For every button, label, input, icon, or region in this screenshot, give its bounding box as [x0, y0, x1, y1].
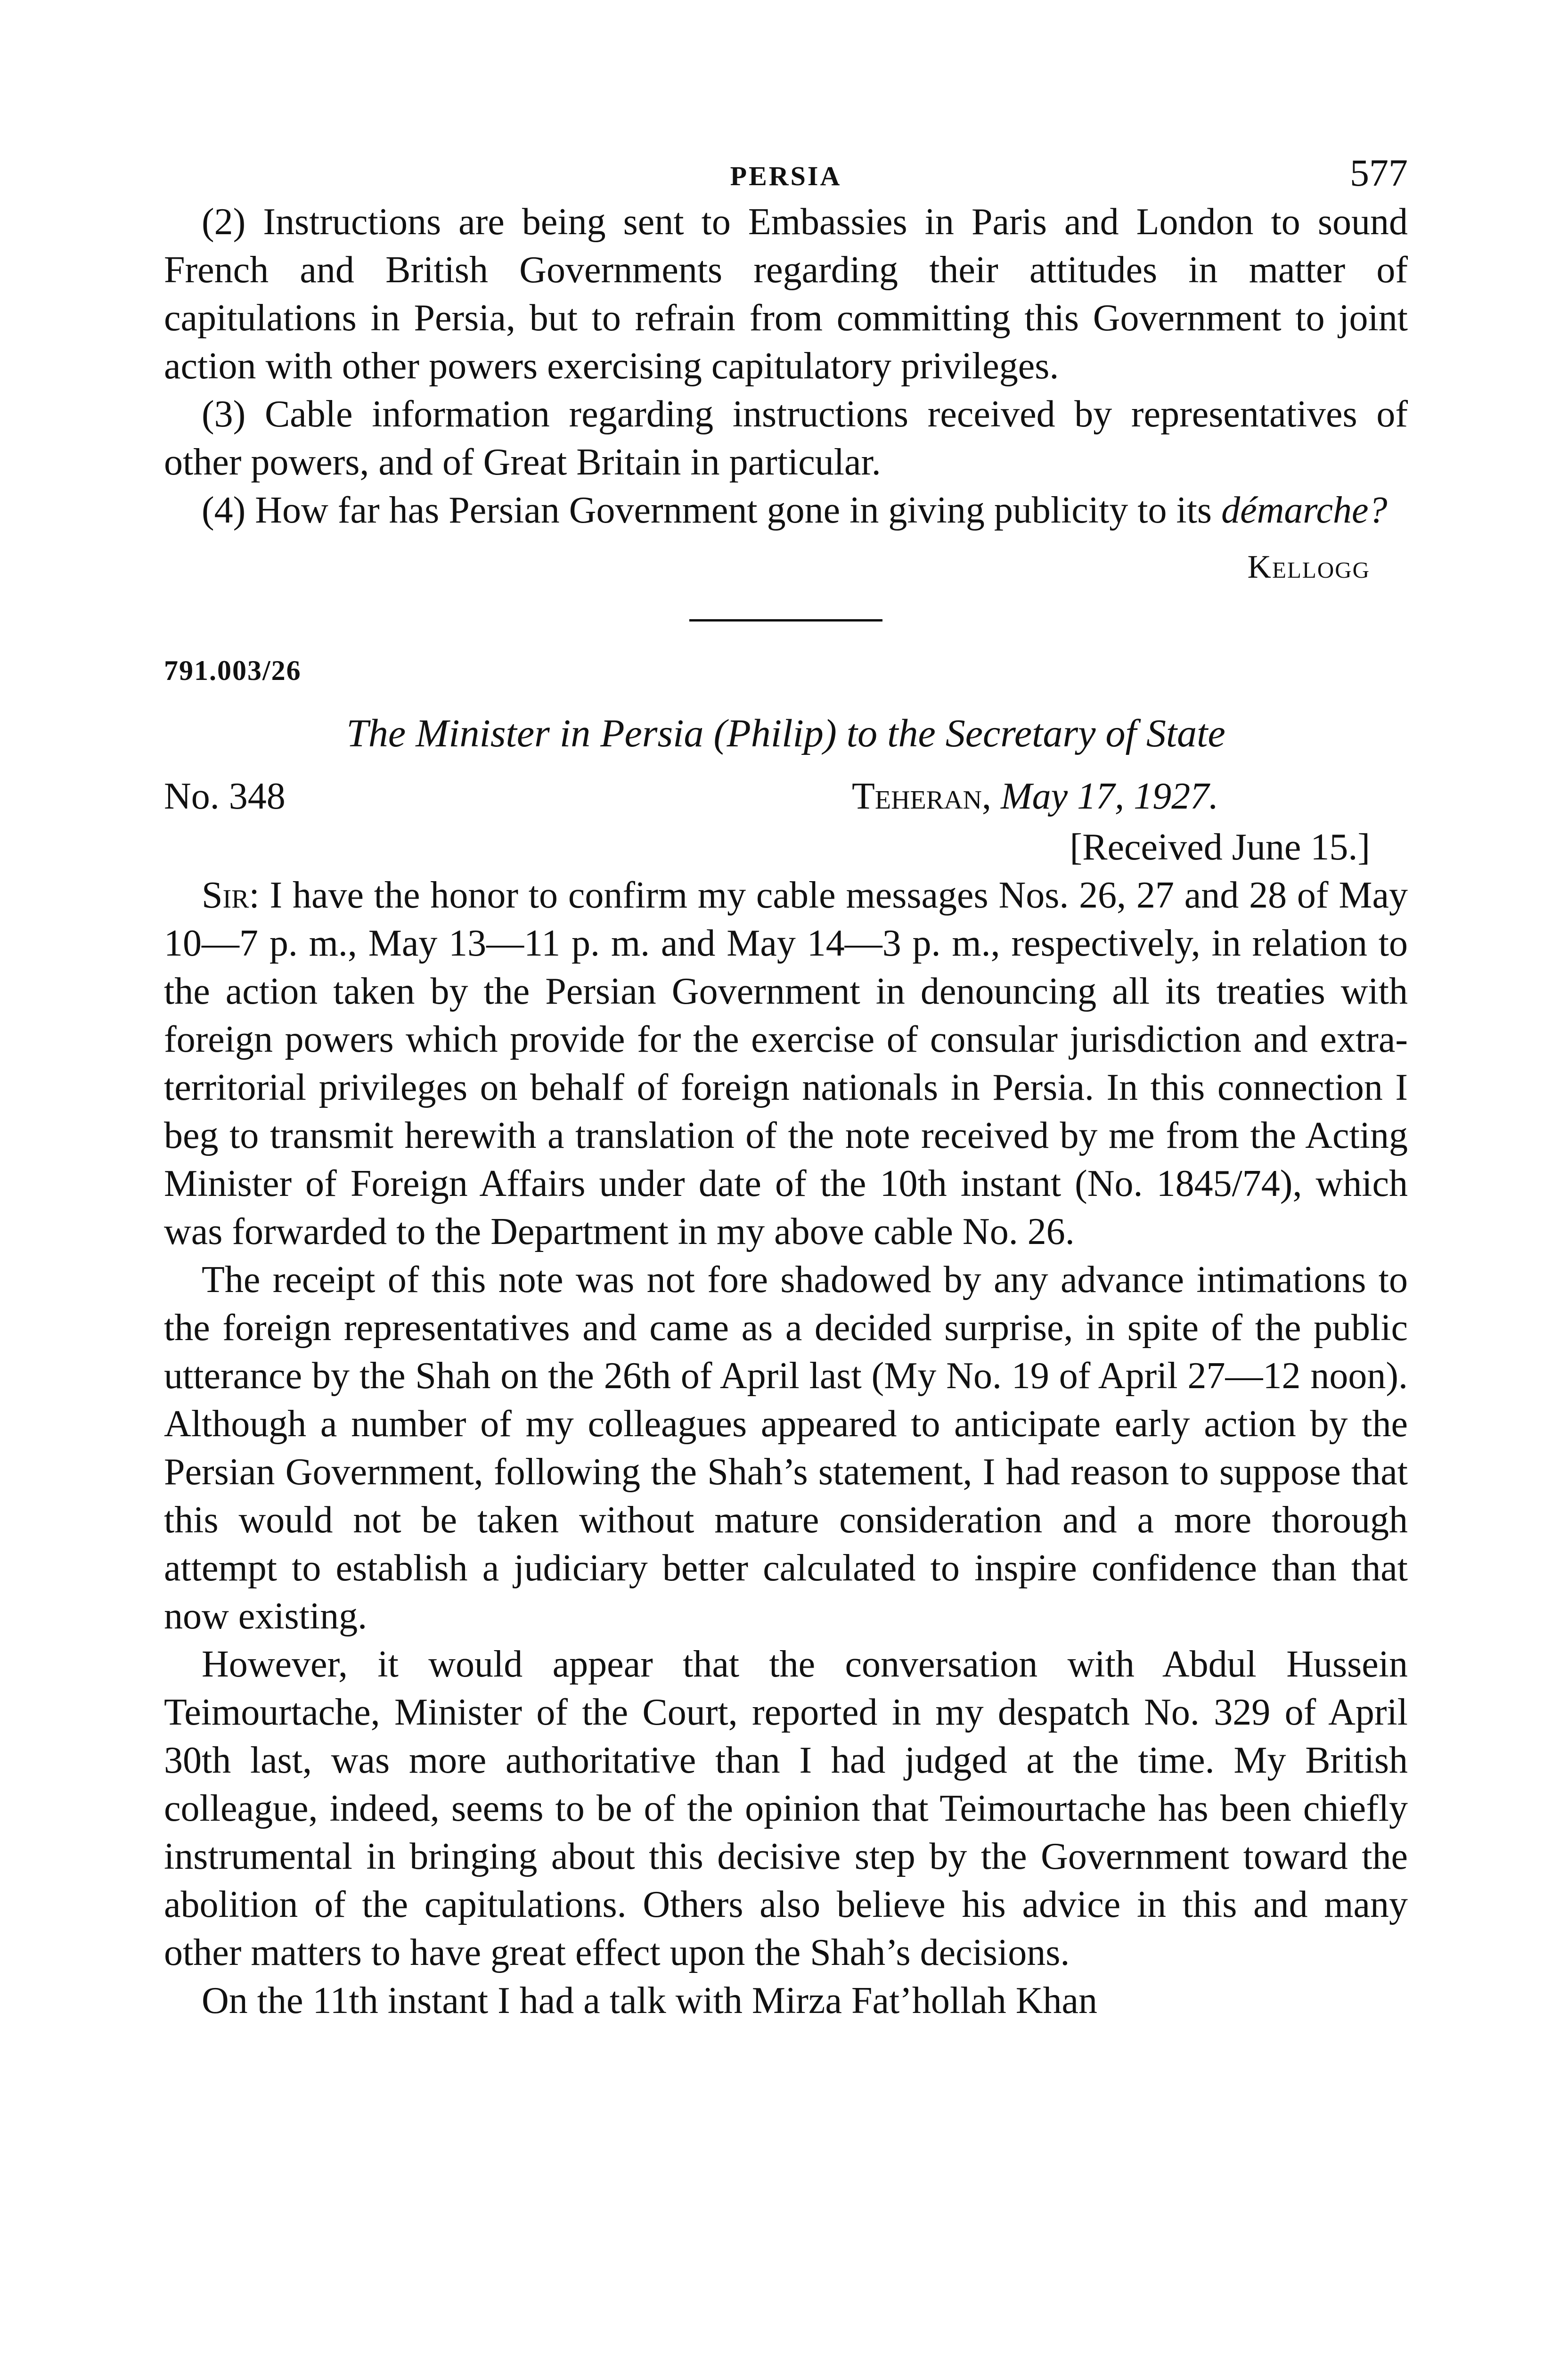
- document-heading: The Minister in Persia (Philip) to the Secretary of State: [346, 712, 1225, 755]
- signature: Kellogg: [1247, 549, 1370, 585]
- page-number: 577: [1350, 151, 1408, 194]
- date: May 17, 1927.: [1000, 776, 1219, 817]
- telegram-paragraph-3: (3) Cable information regarding instructions received by representatives of other powers, and of Great Britain in particular.: [164, 393, 1408, 483]
- demarche-word: démarche?: [1221, 490, 1388, 531]
- file-number: 791.003/26: [164, 655, 302, 686]
- received-date: [Received June 15.]: [1070, 826, 1370, 868]
- section-divider: [689, 619, 882, 622]
- running-head: [164, 141, 1408, 198]
- despatch-paragraph-1: [164, 871, 1408, 1256]
- telegram-paragraph-2: (2) Instructions are being sent to Embassies in Paris and London to sound French and British Governments regarding their attitudes in matter of capitulations in Persia, but to refrain from committing this Government to joint action with other powers exercising capitulatory privileges.: [164, 201, 1408, 387]
- page: [164, 141, 1408, 2025]
- despatch-number: No. 348: [164, 776, 286, 817]
- despatch-paragraph-2: The receipt of this note was not fore shadowed by any advance intimations to the foreign representatives and came as a decided surprise, in spite of the public utterance by the Shah on the 26th of April last (My No. 19 of April 27—12 noon). Although a number of my colleagues appeared to anticipate early action by the Persian Government, following the Shah’s statement, I had reason to suppose that this would not be taken without mature consideration and a more thorough attempt to establish a judiciary better calculated to inspire confidence than that now existing.: [164, 1259, 1408, 1637]
- telegram-body: [164, 198, 1408, 534]
- place: Teheran,: [852, 776, 991, 817]
- despatch-paragraph-1-text: I have the honor to confirm my cable messages Nos. 26, 27 and 28 of May 10—7 p. m., May 13—11 p. m. and May 14—3 p. m., respectively, in relation to the action taken by the Persian Government in denouncing all its treaties with foreign powers which provide for the exercise of consular jurisdiction and extra-territorial privileges on behalf of foreign nationals in Persia. In this connection I beg to transmit herewith a translation of the note received by me from the Acting Minister of Foreign Affairs under date of the 10th instant (No. 1845/74), which was forwarded to the Department in my above cable No. 26.: [164, 875, 1408, 1252]
- place-date: [852, 775, 1218, 818]
- despatch-paragraph-3: However, it would appear that the conversation with Abdul Hussein Teimourtache, Minister of the Court, reported in my despatch No. 329 of April 30th last, was more authoritative than I had judged at the time. My British colleague, indeed, seems to be of the opinion that Teimourtache has been chiefly instrumental in bringing about this decisive step by the Government toward the abolition of the capitulations. Others also believe his advice in this and many other matters to have great effect upon the Shah’s decisions.: [164, 1644, 1408, 1973]
- running-title: PERSIA: [730, 161, 842, 191]
- salutation: Sir:: [202, 875, 260, 916]
- telegram-paragraph-4: [164, 486, 1408, 534]
- despatch-body: [164, 871, 1408, 2025]
- dateline: [164, 775, 1408, 827]
- telegram-paragraph-4-text: (4) How far has Persian Government gone in giving publicity to its: [202, 490, 1222, 531]
- despatch-paragraph-4: On the 11th instant I had a talk with Mirza Fat’hollah Khan: [202, 1980, 1098, 2021]
